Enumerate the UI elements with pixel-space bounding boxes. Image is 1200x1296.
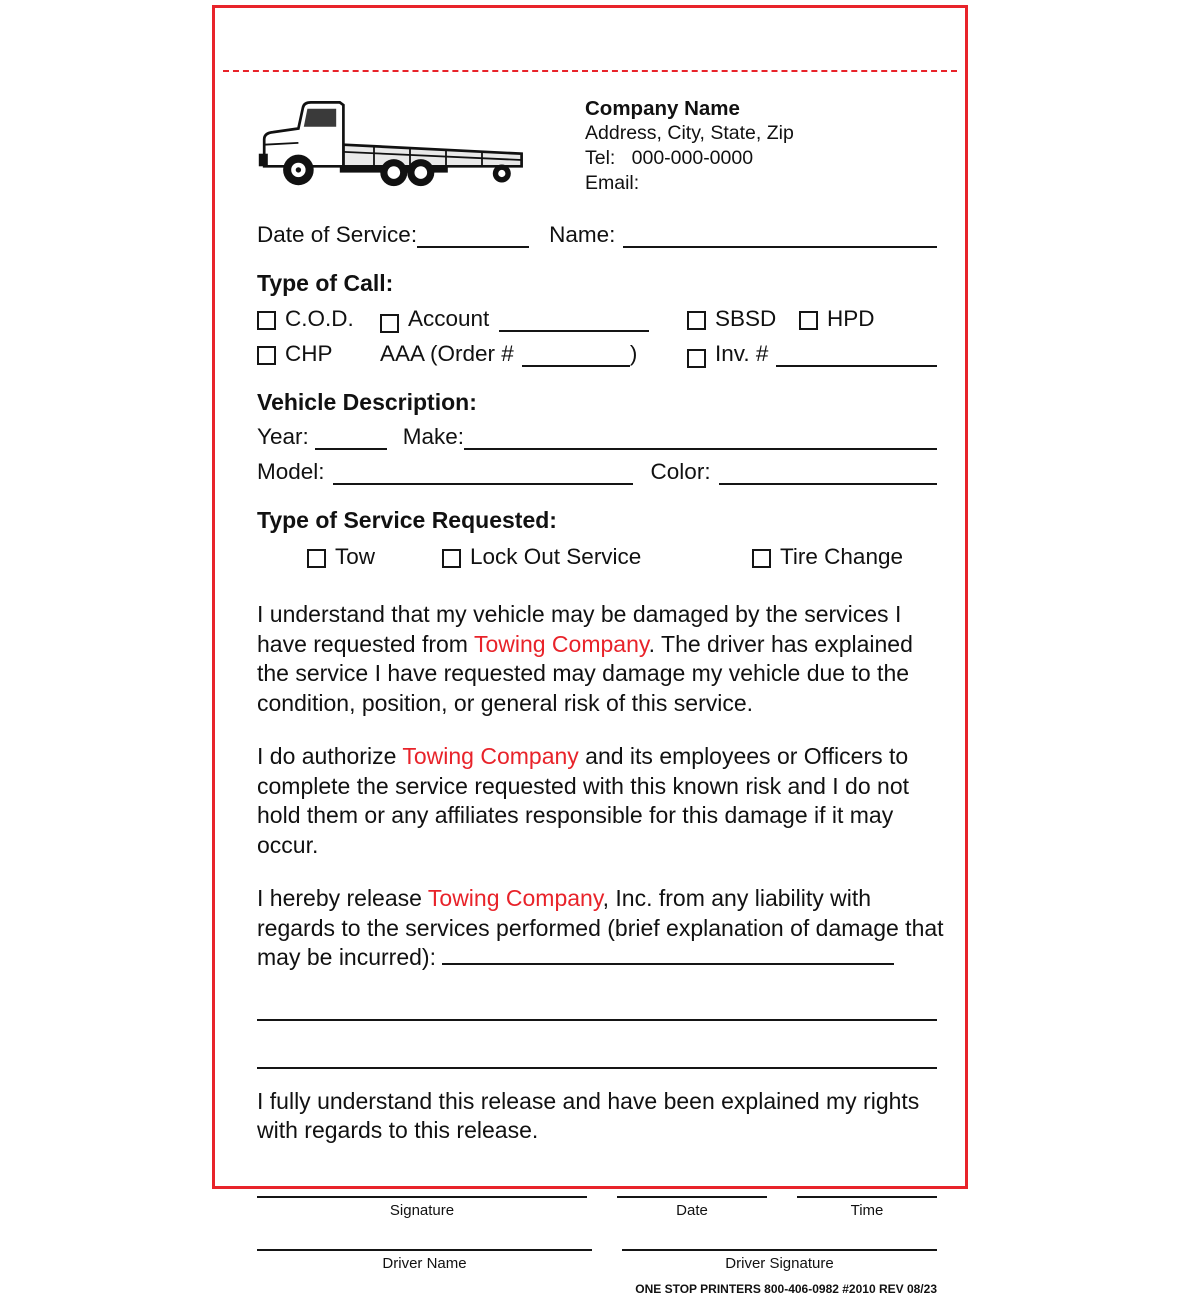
time-label: Time [850, 1201, 884, 1219]
date-label: Date [676, 1201, 708, 1219]
checkbox-tow[interactable] [307, 549, 326, 568]
release-paragraph-3 [257, 884, 949, 973]
model-label: Model: [257, 459, 325, 484]
aaa-close-paren: ) [629, 341, 638, 366]
p1-towing-company: Towing Company [473, 630, 649, 657]
model-color-row [257, 459, 937, 485]
cod-label: C.O.D. [285, 306, 354, 331]
year-label: Year: [257, 424, 309, 449]
signature-line [257, 1196, 587, 1198]
company-email-label: Email: [585, 172, 640, 194]
sbsd-label: SBSD [715, 306, 777, 331]
driver-name-line [257, 1249, 592, 1251]
checkbox-account[interactable] [380, 314, 399, 333]
checkbox-tirechange[interactable] [752, 549, 771, 568]
service-type-section [257, 507, 937, 570]
aaa-order-label: AAA (Order # [380, 341, 514, 366]
checkbox-lockout[interactable] [442, 549, 461, 568]
date-name-row [257, 222, 937, 248]
release-paragraph-2 [257, 742, 949, 860]
printer-footer: ONE STOP PRINTERS 800-406-0982 #2010 REV 08/23 [635, 1281, 937, 1296]
driver-signature-line [622, 1249, 937, 1251]
hpd-label: HPD [827, 306, 875, 331]
form-header [257, 92, 937, 196]
inv-line [776, 345, 937, 367]
account-label: Account [408, 306, 490, 331]
name-label: Name: [549, 222, 616, 247]
type-of-call-row1 [257, 306, 937, 332]
driver-signature-label: Driver Signature [725, 1254, 834, 1272]
date-of-service-line [417, 226, 529, 248]
damage-explanation-line-2 [257, 1019, 937, 1021]
color-line [719, 463, 937, 485]
release-paragraph-1 [257, 600, 949, 718]
aaa-order-line [522, 345, 630, 367]
tow-label: Tow [335, 544, 376, 569]
checkbox-sbsd[interactable] [687, 311, 706, 330]
name-line [623, 226, 937, 248]
vehicle-description-title: Vehicle Description: [257, 389, 477, 415]
damage-explanation-line-1 [442, 945, 894, 965]
closing-statement: I fully understand this release and have been explained my rights with regards to this release. [257, 1087, 920, 1143]
company-info-block [585, 92, 794, 196]
type-of-call-title: Type of Call: [257, 270, 394, 296]
service-type-title: Type of Service Requested: [257, 507, 557, 533]
account-line [499, 310, 649, 332]
make-label: Make: [402, 424, 464, 449]
p3-text-a: I hereby release [257, 885, 428, 911]
p2-text-b: and its employees or Officers to complete the service requested with this known risk and I do not hold them or any affiliates responsible for this damage if it may occur. [257, 743, 910, 858]
driver-name-label: Driver Name [382, 1254, 467, 1272]
lockout-label: Lock Out Service [470, 544, 642, 569]
model-line [333, 463, 633, 485]
towing-release-form [212, 5, 968, 1296]
tow-truck-image [257, 92, 527, 192]
tel-value: 000-000-0000 [631, 147, 754, 169]
time-line [797, 1196, 937, 1198]
p3-towing-company: Towing Company [427, 885, 603, 911]
type-of-call-row2 [257, 341, 937, 367]
tirechange-label: Tire Change [780, 544, 903, 569]
company-address: Address, City, State, Zip [585, 122, 794, 144]
checkbox-chp[interactable] [257, 346, 276, 365]
color-label: Color: [650, 459, 711, 484]
driver-row [257, 1249, 937, 1272]
type-of-call-section [257, 270, 937, 367]
company-name: Company Name [585, 97, 740, 120]
make-line [464, 428, 937, 450]
checkbox-inv[interactable] [687, 349, 706, 368]
signature-label: Signature [389, 1201, 455, 1219]
p1-text-a: I understand that my vehicle may be damaged by the services I have requested from [257, 601, 902, 657]
p1-text-b: . The driver has explained the service I have requested may damage my vehicle due to the condition, position, or general risk of this service. [257, 630, 913, 716]
p2-text-a: I do authorize [257, 743, 403, 769]
year-make-row [257, 424, 937, 450]
company-phone [585, 146, 794, 171]
vehicle-description-section [257, 389, 937, 485]
tel-label: Tel: [585, 147, 616, 169]
inv-label: Inv. # [715, 341, 769, 366]
damage-explanation-line-3 [257, 1067, 937, 1069]
p2-towing-company: Towing Company [402, 743, 579, 769]
checkbox-hpd[interactable] [799, 311, 818, 330]
p3-text-b: , Inc. from any liability with regards to the services performed (brief explanation of damage that may be incurred): [257, 885, 944, 970]
year-line [315, 428, 387, 450]
date-line [617, 1196, 767, 1198]
service-type-row [257, 544, 937, 570]
chp-label: CHP [285, 341, 333, 366]
date-of-service-label: Date of Service: [257, 222, 418, 247]
signature-date-time-row [257, 1196, 937, 1219]
checkbox-cod[interactable] [257, 311, 276, 330]
